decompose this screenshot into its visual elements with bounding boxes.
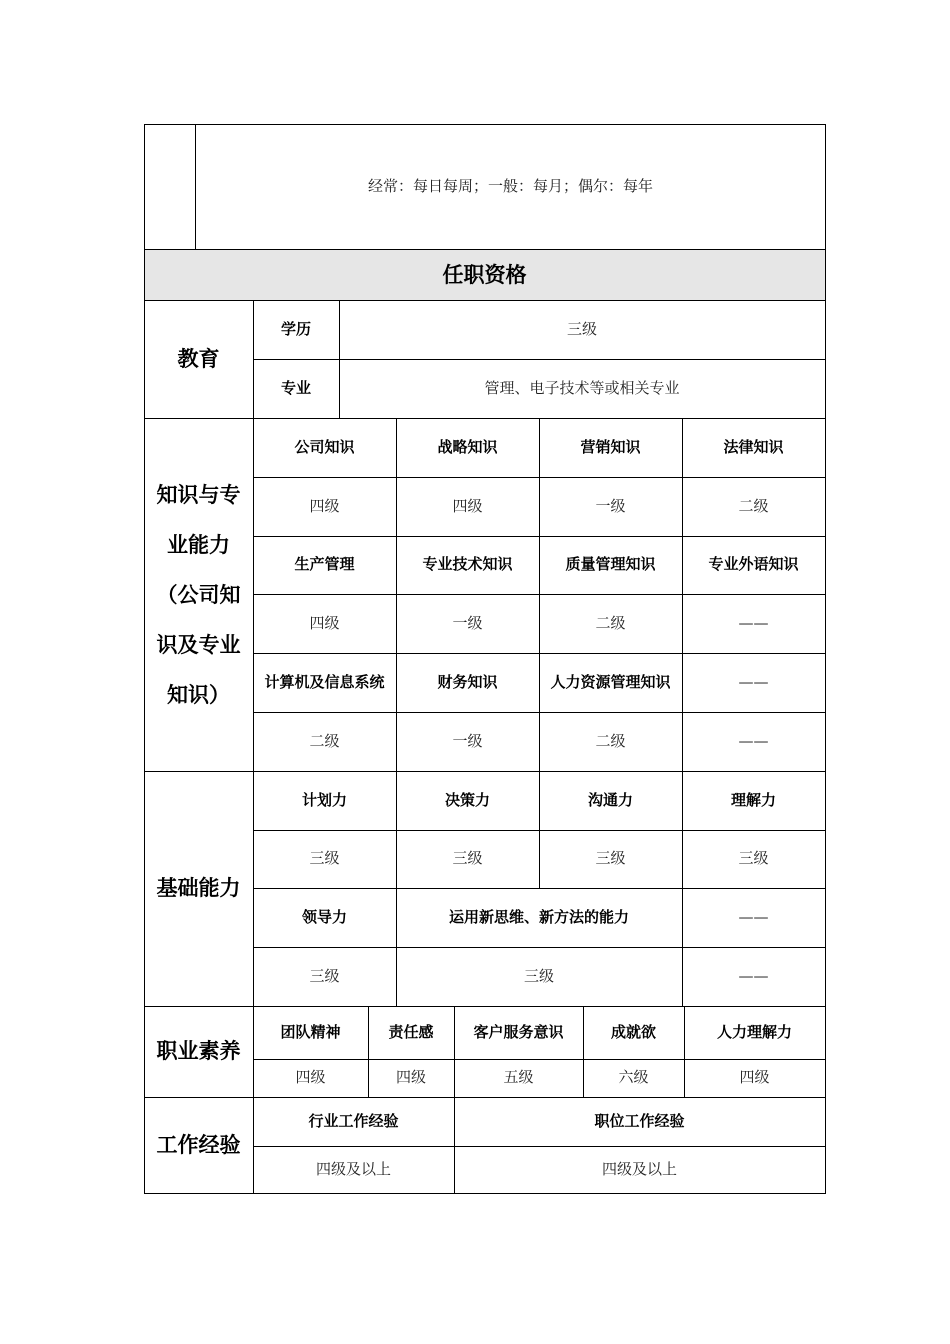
basic-ability-label: 基础能力 — [156, 876, 241, 901]
professional-value-cell: 六级 — [618, 1068, 649, 1087]
basic-value-cell: —— — [738, 907, 769, 926]
knowledge-label-cell: 人力资源管理知识 — [550, 672, 671, 691]
basic-value-cell: —— — [738, 966, 769, 985]
knowledge-label-cell: 法律知识 — [723, 437, 784, 456]
frequency-note: 经常：每日每周；一般：每月；偶尔：每年 — [367, 177, 653, 196]
professional-label-cell: 团队精神 — [280, 1022, 341, 1041]
professional-value-cell: 五级 — [503, 1068, 534, 1087]
major-value: 管理、电子技术等或相关专业 — [484, 378, 680, 397]
knowledge-value-cell: 四级 — [309, 496, 340, 515]
professional-value-cell: 四级 — [739, 1068, 770, 1087]
knowledge-value-cell: 二级 — [595, 731, 626, 750]
knowledge-label-cell: 计算机及信息系统 — [264, 672, 385, 691]
basic-label-cell: 理解力 — [730, 790, 776, 809]
professional-label-cell: 责任感 — [388, 1022, 434, 1041]
knowledge-value-cell: 二级 — [309, 731, 340, 750]
knowledge-label-cell: 生产管理 — [294, 555, 355, 574]
knowledge-value-cell: 一级 — [452, 731, 483, 750]
knowledge-value-cell: 四级 — [309, 613, 340, 632]
knowledge-label: 知识与专业能力（公司知识及专业知识） — [156, 482, 241, 707]
professional-quality-label: 职业素养 — [156, 1039, 241, 1064]
experience-label-cell: 行业工作经验 — [308, 1111, 399, 1130]
basic-value-cell: 三级 — [738, 849, 769, 868]
basic-label-cell: 运用新思维、新方法的能力 — [448, 907, 629, 926]
basic-label-cell: 领导力 — [301, 907, 347, 926]
section-title: 任职资格 — [442, 262, 527, 287]
basic-label-cell: 决策力 — [444, 790, 490, 809]
knowledge-value-cell: —— — [738, 731, 769, 750]
experience-value-cell: 四级及以上 — [315, 1159, 391, 1178]
professional-label-cell: 人力理解力 — [716, 1022, 792, 1041]
professional-label-cell: 成就欲 — [610, 1022, 656, 1041]
basic-value-cell: 三级 — [309, 849, 340, 868]
knowledge-label-cell: 公司知识 — [294, 437, 355, 456]
knowledge-value-cell: 二级 — [738, 496, 769, 515]
professional-value-cell: 四级 — [395, 1068, 426, 1087]
knowledge-value-cell: —— — [738, 613, 769, 632]
education-label: 教育 — [177, 346, 220, 371]
knowledge-label-cell: 战略知识 — [437, 437, 498, 456]
professional-label-cell: 客户服务意识 — [473, 1022, 564, 1041]
experience-label-cell: 职位工作经验 — [594, 1111, 685, 1130]
knowledge-value-cell: —— — [738, 672, 769, 691]
degree-label: 学历 — [280, 319, 311, 338]
basic-value-cell: 三级 — [309, 966, 340, 985]
knowledge-value-cell: 一级 — [452, 613, 483, 632]
knowledge-value-cell: 二级 — [595, 613, 626, 632]
basic-value-cell: 三级 — [523, 966, 554, 985]
knowledge-label-cell: 质量管理知识 — [565, 555, 656, 574]
knowledge-value-cell: 一级 — [595, 496, 626, 515]
experience-value-cell: 四级及以上 — [601, 1159, 677, 1178]
knowledge-value-cell: 四级 — [452, 496, 483, 515]
knowledge-label-cell: 专业外语知识 — [708, 555, 799, 574]
degree-value: 三级 — [566, 319, 597, 338]
professional-value-cell: 四级 — [295, 1068, 326, 1087]
knowledge-label-cell: 专业技术知识 — [422, 555, 513, 574]
basic-label-cell: 沟通力 — [587, 790, 633, 809]
major-label: 专业 — [280, 378, 311, 397]
knowledge-label-cell: 财务知识 — [437, 672, 498, 691]
knowledge-label-cell: 营销知识 — [580, 437, 641, 456]
work-experience-label: 工作经验 — [156, 1132, 241, 1157]
basic-value-cell: 三级 — [452, 849, 483, 868]
basic-label-cell: 计划力 — [301, 790, 347, 809]
basic-value-cell: 三级 — [595, 849, 626, 868]
